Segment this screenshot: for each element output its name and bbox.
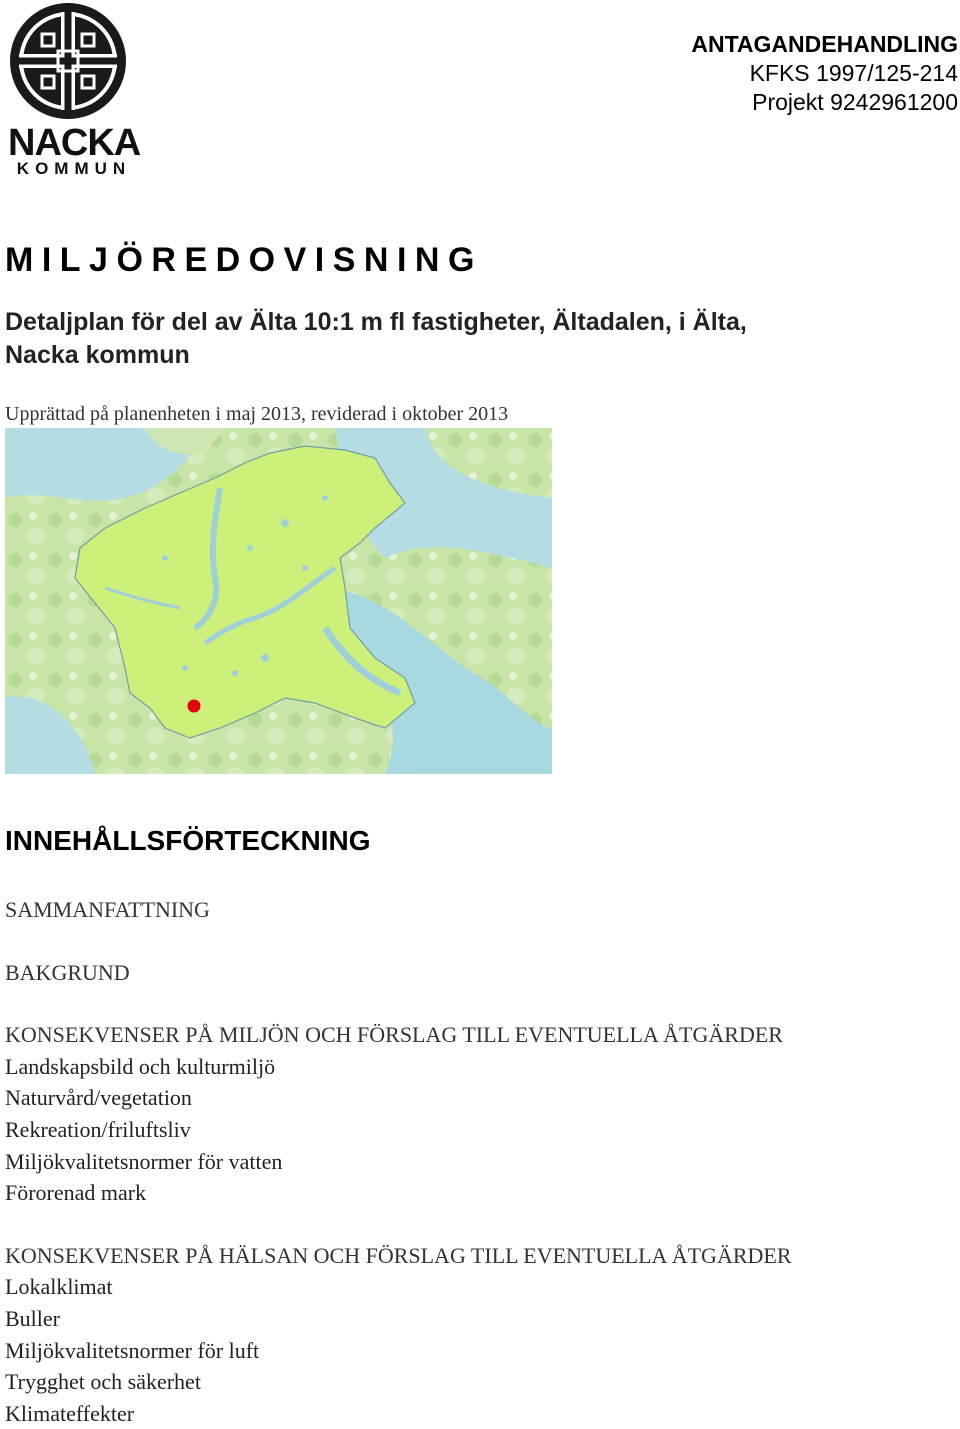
- toc-item-mkn-vatten[interactable]: Miljökvalitetsnormer för vatten: [5, 1148, 283, 1174]
- nacka-logo: [6, 2, 141, 180]
- plan-location-marker: [188, 700, 201, 713]
- toc-item-naturvard[interactable]: Naturvård/vegetation: [5, 1085, 192, 1111]
- subtitle-line-1: Detaljplan för del av Älta 10:1 m fl fastigheter, Ältadalen, i Älta,: [5, 308, 747, 336]
- document-header: [691, 30, 958, 117]
- toc-item-buller[interactable]: Buller: [5, 1305, 60, 1331]
- toc-item-lokalklimat[interactable]: Lokalklimat: [5, 1274, 113, 1300]
- nacka-overview-map: [5, 428, 552, 774]
- toc-item-trygghet[interactable]: Trygghet och säkerhet: [5, 1369, 201, 1395]
- toc-item-fororenad-mark[interactable]: Förorenad mark: [5, 1180, 147, 1206]
- subtitle-line-2: Nacka kommun: [5, 341, 190, 369]
- logo-name: NACKA: [8, 122, 141, 164]
- document-reference: KFKS 1997/125-214: [749, 60, 958, 86]
- toc-item-bakgrund[interactable]: BAKGRUND: [5, 959, 130, 985]
- toc-heading: INNEHÅLLSFÖRTECKNING: [5, 825, 371, 856]
- document-subtitle: [5, 306, 747, 372]
- table-of-contents: [5, 894, 792, 1429]
- document-title: MILJÖREDOVISNING: [5, 241, 483, 279]
- toc-item-rekreation[interactable]: Rekreation/friluftsliv: [5, 1116, 191, 1142]
- toc-item-landskapsbild[interactable]: Landskapsbild och kulturmiljö: [5, 1053, 276, 1079]
- toc-section-halsa[interactable]: KONSEKVENSER PÅ HÄLSAN OCH FÖRSLAG TILL EVENTUELLA ÅTGÄRDER: [5, 1242, 792, 1268]
- toc-section-miljo[interactable]: KONSEKVENSER PÅ MILJÖN OCH FÖRSLAG TILL EVENTUELLA ÅTGÄRDER: [5, 1022, 783, 1048]
- toc-item-klimateffekter[interactable]: Klimateffekter: [5, 1400, 135, 1426]
- overview-map: [5, 428, 552, 774]
- toc-item-mkn-luft[interactable]: Miljökvalitetsnormer för luft: [5, 1337, 260, 1363]
- project-number: Projekt 9242961200: [752, 89, 958, 115]
- toc-item-sammanfattning[interactable]: SAMMANFATTNING: [5, 897, 210, 922]
- nacka-emblem-icon: [6, 2, 130, 120]
- prepared-note: Upprättad på planenheten i maj 2013, reviderad i oktober 2013: [5, 403, 509, 425]
- logo-sub: KOMMUN: [16, 159, 132, 178]
- document-status: ANTAGANDEHANDLING: [691, 31, 958, 57]
